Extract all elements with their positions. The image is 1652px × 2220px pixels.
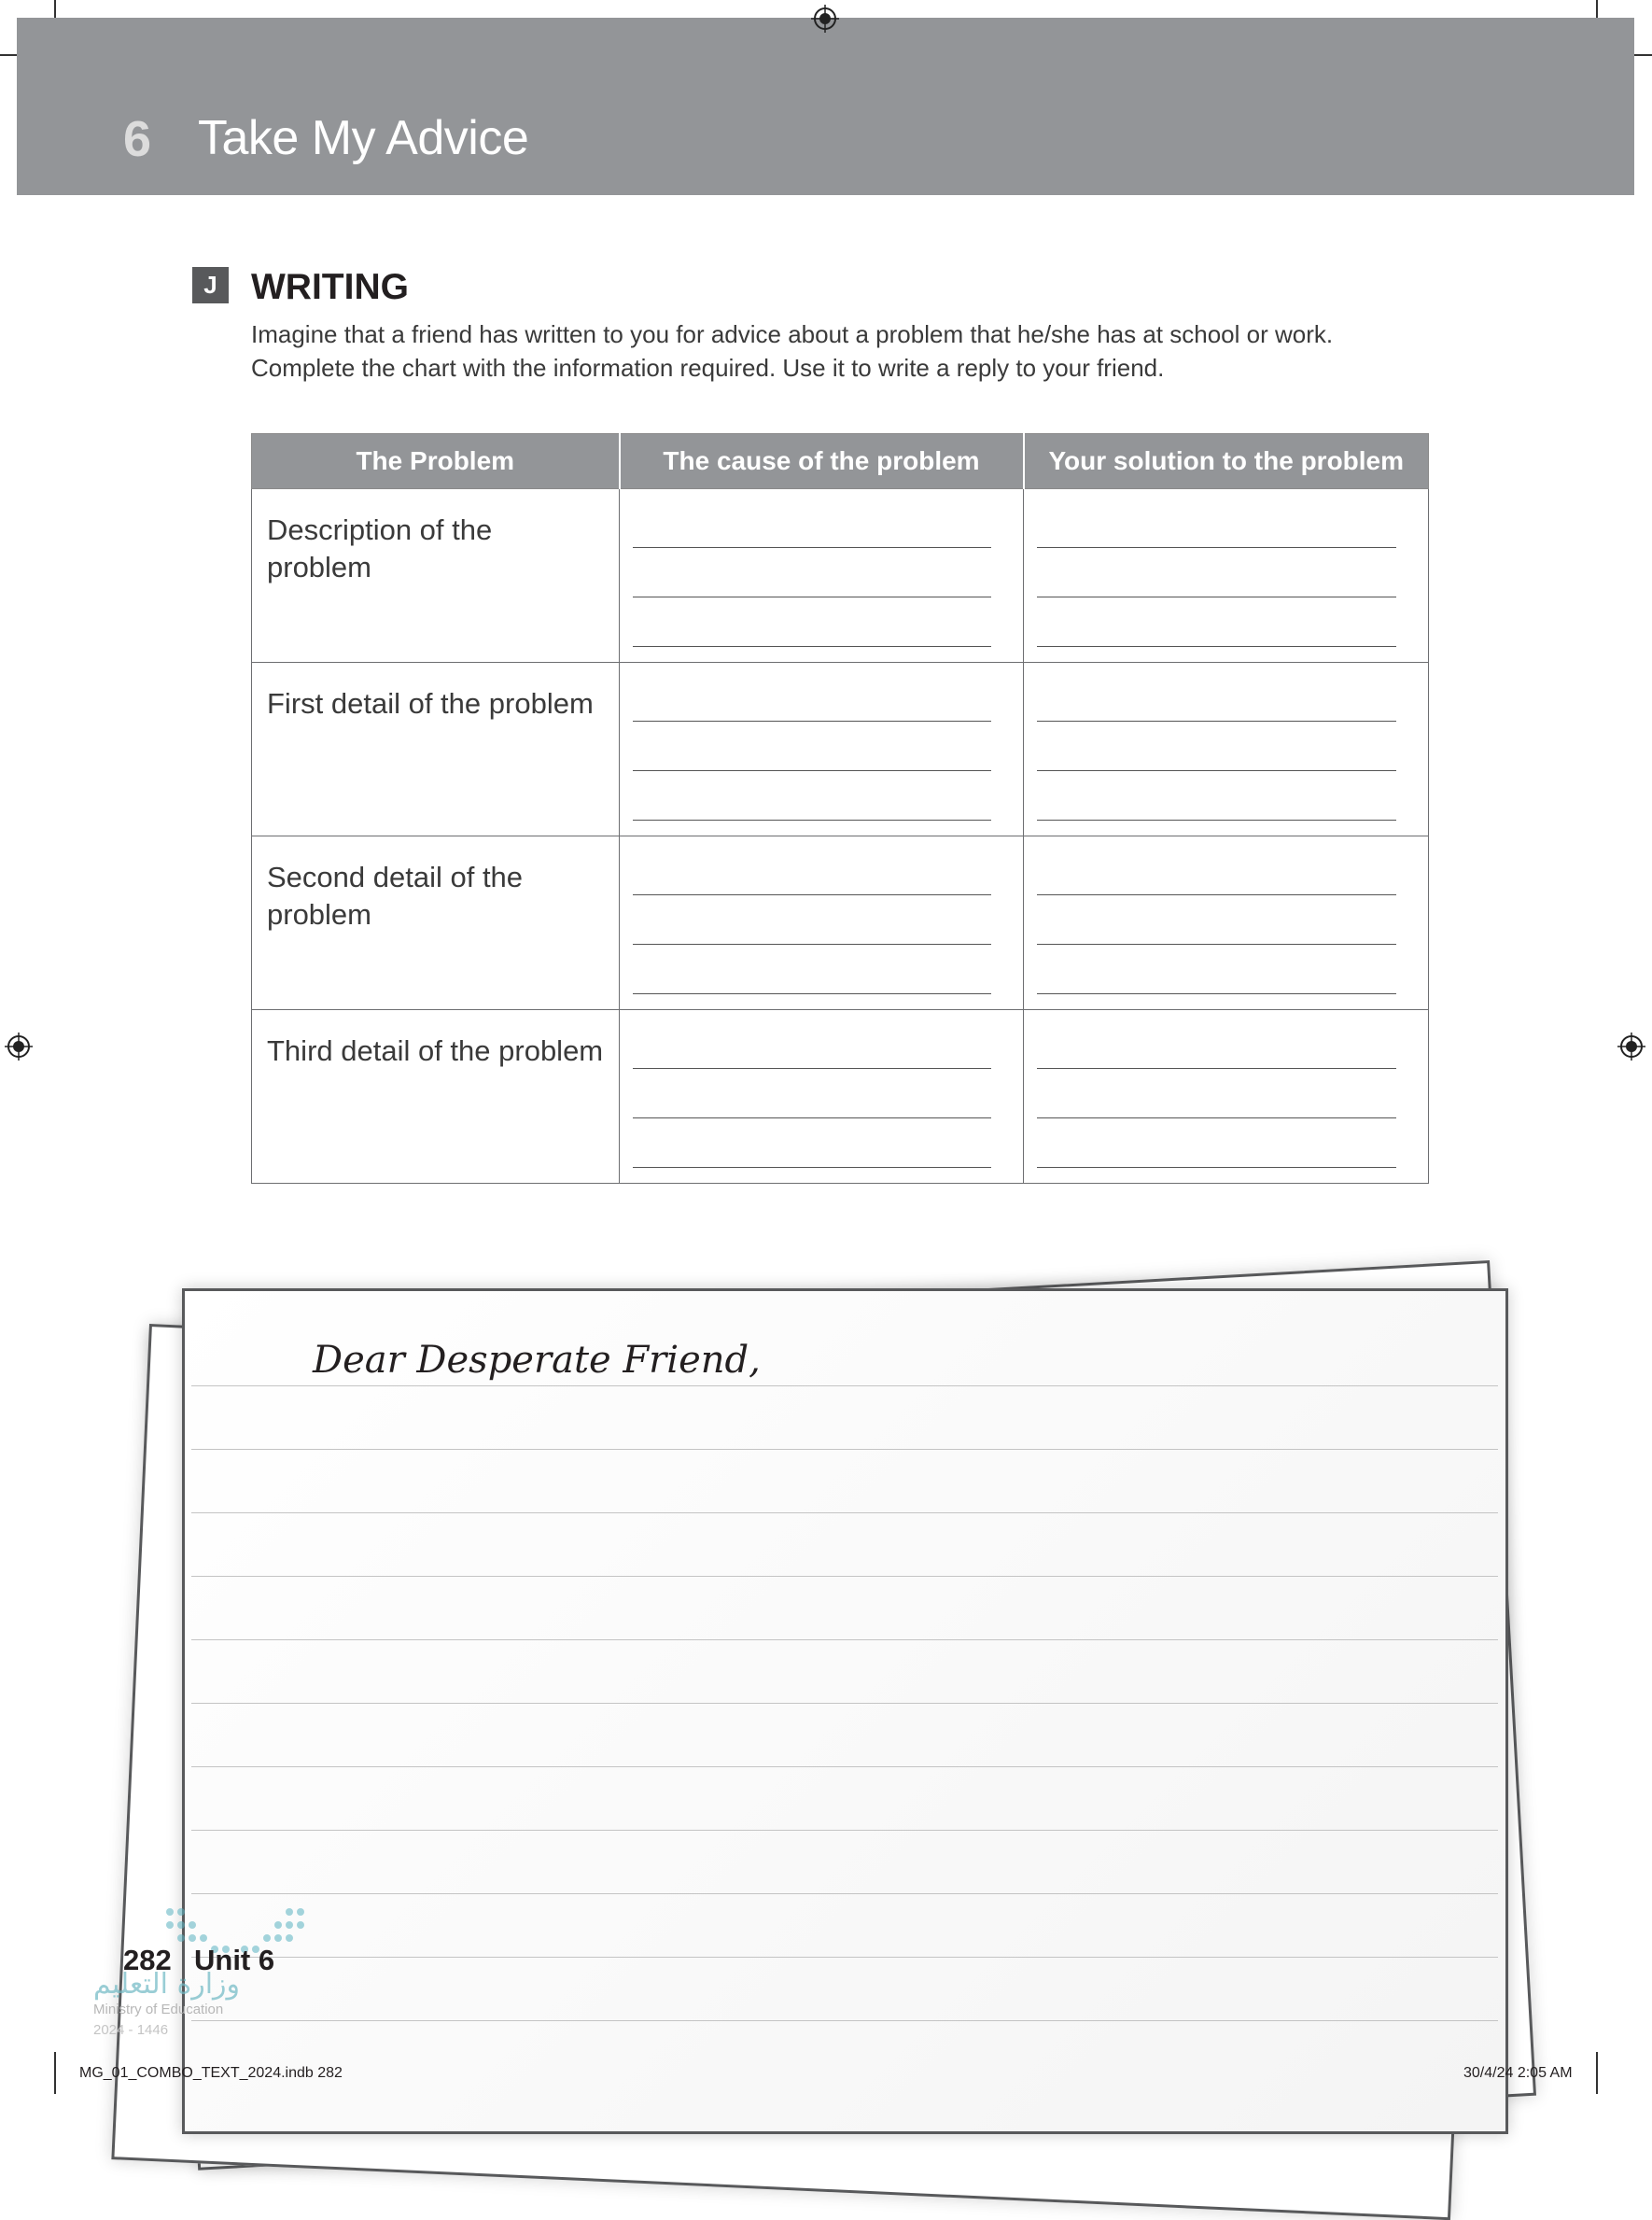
column-header: The Problem [252, 434, 620, 489]
blank-line[interactable] [633, 1118, 991, 1168]
table-row [252, 836, 1429, 1010]
writing-line[interactable] [191, 1830, 1498, 1831]
writing-line[interactable] [191, 1703, 1498, 1704]
crop-mark [1596, 2052, 1598, 2094]
unit-number: 6 [123, 111, 152, 167]
section-badge: J [192, 267, 229, 303]
unit-title: Take My Advice [198, 111, 529, 165]
writing-line[interactable] [191, 2020, 1498, 2021]
solution-cell[interactable] [1024, 836, 1429, 1010]
page-unit-label: Unit 6 [194, 1944, 275, 1976]
blank-line[interactable] [1037, 945, 1396, 994]
blank-line[interactable] [1037, 548, 1396, 597]
registration-mark-icon [1617, 1033, 1645, 1061]
blank-line[interactable] [633, 513, 991, 548]
blank-line[interactable] [1037, 861, 1396, 895]
blank-line[interactable] [633, 687, 991, 722]
row-label: Third detail of the problem [267, 1034, 604, 1067]
instruction-line: Complete the chart with the information required. Use it to write a reply to your friend. [251, 354, 1165, 382]
cause-cell[interactable] [620, 836, 1024, 1010]
cause-cell[interactable] [620, 1010, 1024, 1184]
logo-english-text: Ministry of Education [93, 2002, 224, 2017]
blank-line[interactable] [633, 548, 991, 597]
blank-line[interactable] [1037, 687, 1396, 722]
writing-line[interactable] [191, 1449, 1498, 1450]
writing-line[interactable] [191, 1512, 1498, 1513]
blank-line[interactable] [633, 597, 991, 647]
writing-line[interactable] [191, 1766, 1498, 1767]
column-header: Your solution to the problem [1024, 434, 1429, 489]
section-title: WRITING [251, 267, 409, 307]
blank-line[interactable] [1037, 1118, 1396, 1168]
blank-line[interactable] [633, 722, 991, 771]
blank-line[interactable] [633, 771, 991, 821]
column-header: The cause of the problem [620, 434, 1024, 489]
table-row [252, 489, 1429, 663]
logo-year-text: 2024 - 1446 [93, 2022, 169, 2038]
blank-line[interactable] [1037, 1069, 1396, 1118]
chart-header-row [252, 434, 1429, 489]
letter-greeting: Dear Desperate Friend, [313, 1339, 761, 1382]
blank-line[interactable] [633, 861, 991, 895]
table-row [252, 1010, 1429, 1184]
blank-line[interactable] [1037, 597, 1396, 647]
page-number: 282 [123, 1944, 172, 1976]
row-label: Description of the problem [267, 513, 493, 583]
row-label: First detail of the problem [267, 687, 594, 720]
writing-line[interactable] [191, 1385, 1498, 1386]
header-band [17, 18, 1634, 195]
row-label: Second detail of the problem [267, 861, 524, 931]
writing-line[interactable] [191, 1957, 1498, 1958]
cause-cell[interactable] [620, 663, 1024, 836]
blank-line[interactable] [1037, 1034, 1396, 1069]
blank-line[interactable] [633, 945, 991, 994]
blank-line[interactable] [1037, 722, 1396, 771]
solution-cell[interactable] [1024, 1010, 1429, 1184]
solution-cell[interactable] [1024, 489, 1429, 663]
blank-line[interactable] [633, 1069, 991, 1118]
row-label-cell [252, 1010, 620, 1184]
blank-line[interactable] [1037, 771, 1396, 821]
blank-line[interactable] [633, 895, 991, 945]
advice-chart [251, 433, 1429, 1184]
writing-line[interactable] [191, 1639, 1498, 1640]
blank-line[interactable] [1037, 513, 1396, 548]
instruction-line: Imagine that a friend has written to you for advice about a problem that he/she has at school or work. [251, 320, 1334, 348]
solution-cell[interactable] [1024, 663, 1429, 836]
table-row [252, 663, 1429, 836]
instructions [251, 317, 1464, 385]
letter-paper[interactable] [182, 1288, 1508, 2134]
writing-line[interactable] [191, 1893, 1498, 1894]
crop-mark [54, 2052, 56, 2094]
row-label-cell [252, 663, 620, 836]
blank-line[interactable] [633, 1034, 991, 1069]
print-slug-file: MG_01_COMBO_TEXT_2024.indb 282 [79, 2065, 343, 2081]
writing-line[interactable] [191, 1576, 1498, 1577]
registration-mark-icon [5, 1033, 33, 1061]
row-label-cell [252, 489, 620, 663]
logo-arabic-text: وزارة التعليم [93, 1968, 241, 2001]
registration-mark-icon [811, 5, 839, 33]
row-label-cell [252, 836, 620, 1010]
print-slug-date: 30/4/24 2:05 AM [1463, 2065, 1573, 2081]
cause-cell[interactable] [620, 489, 1024, 663]
blank-line[interactable] [1037, 895, 1396, 945]
